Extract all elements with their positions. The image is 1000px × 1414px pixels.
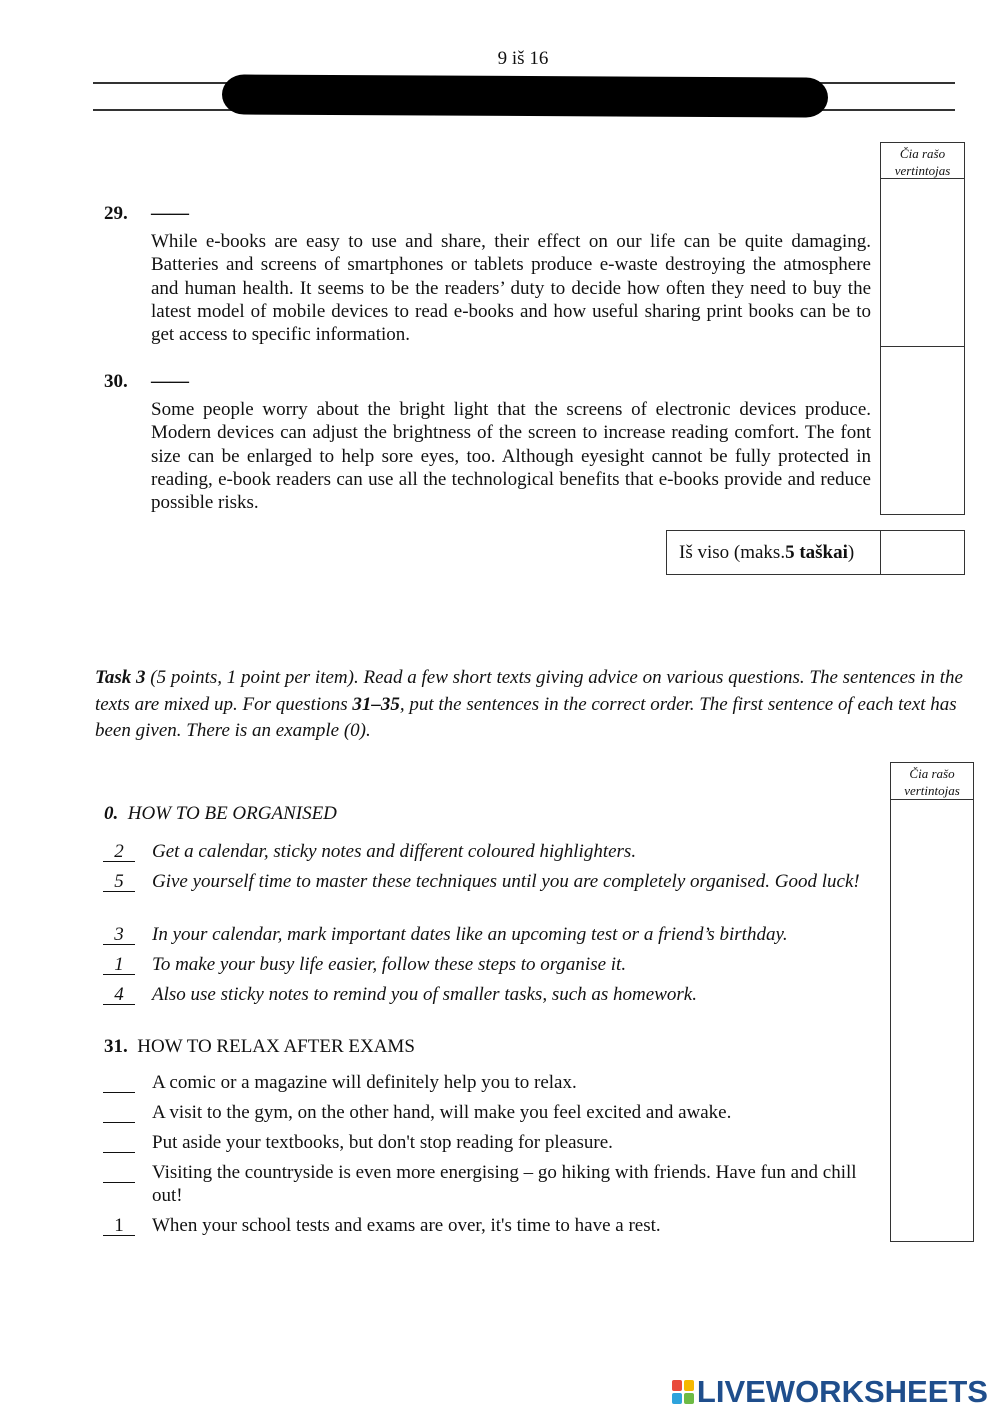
score-cell-31[interactable] [891,800,973,1241]
question-text-30: Some people worry about the bright light that the screens of electronic devices produce. Modern devices can adjust the brightness of the screen to increase reading comfort. The font size can be enlarged to help sore eyes, too. Although eyesight cannot be fully protected in reading, e-book readers can use all the technological benefits that e-books provide and reduce possible risks. [151,399,871,514]
item-text: A comic or a magazine will definitely help you to relax. [152,1072,577,1093]
item-text: In your calendar, mark important dates like an upcoming test or a friend’s birthday. [152,924,788,945]
item-text: A visit to the gym, on the other hand, will make you feel excited and awake. [152,1102,732,1123]
total-points: 5 taškai [785,541,848,563]
question-31-heading [104,1036,415,1058]
list-item [103,954,873,977]
grader-heading-2-line2: vertintojas [904,783,960,798]
grader-heading [881,143,964,179]
task3-intro-b: , put the sentences in the correct order. The first sentence of each text has been given. There is an example (0). [95,693,957,741]
answer-blank-30[interactable]: —— [151,371,189,392]
answer-blank: 4 [103,984,135,1005]
answer-blank: 5 [103,871,135,892]
question-number-29: 29. [104,203,128,224]
liveworksheets-logo-icon [672,1380,694,1404]
answer-blank: 3 [103,924,135,945]
answer-blank-29[interactable]: —— [151,203,189,224]
item-text: Put aside your textbooks, but don't stop reading for pleasure. [152,1132,613,1153]
liveworksheets-wordmark: LIVEWORKSHEETS [696,1374,988,1409]
score-cell-29[interactable] [881,179,964,347]
score-cell-30[interactable] [881,347,964,513]
list-item [103,1102,873,1125]
answer-input[interactable] [103,1132,135,1153]
list-item [103,1215,873,1238]
total-score-box [666,530,965,575]
answer-input[interactable] [103,1162,135,1183]
task3-instructions [95,665,965,745]
item-text: Visiting the countryside is even more energising – go hiking with friends. Have fun and chill out! [152,1162,857,1206]
example-heading [104,803,337,825]
list-item [103,1072,873,1095]
item-text: Give yourself time to master these techniques until you are completely organised. Good luck! [152,871,860,892]
item-text: When your school tests and exams are over, it's time to have a rest. [152,1215,661,1236]
total-suffix: ) [847,541,855,563]
grader-heading-2-line1: Čia rašo [909,766,955,781]
total-prefix: Iš viso (maks. [679,541,786,563]
page-number: 9 iš 16 [497,48,549,69]
redaction-mark [222,74,828,117]
question-number-30: 30. [104,371,128,392]
example-title: HOW TO BE ORGANISED [127,803,337,824]
grader-column-bottom [890,762,974,1242]
answer-blank: 1 [103,954,135,975]
example-number: 0. [104,803,119,824]
item-text: Also use sticky notes to remind you of smaller tasks, such as homework. [152,984,697,1005]
answer-input[interactable] [103,1072,135,1093]
answer-input[interactable] [103,1102,135,1123]
grader-heading-2 [891,763,973,800]
answer-blank: 2 [103,841,135,862]
liveworksheets-logo[interactable] [672,1374,988,1410]
task3-range: 31–35 [352,693,400,715]
item-text: To make your busy life easier, follow these steps to organise it. [152,954,627,975]
grader-heading-line2: vertintojas [894,163,951,178]
total-score-label [667,531,881,574]
answer-given: 1 [103,1215,135,1236]
question-number-31: 31. [104,1036,128,1057]
total-score-cell[interactable] [881,531,964,574]
list-item [103,841,873,864]
item-text: Get a calendar, sticky notes and different coloured highlighters. [152,841,637,862]
grader-heading-line1: Čia rašo [899,146,946,161]
question-31-title: HOW TO RELAX AFTER EXAMS [137,1036,415,1057]
list-item [103,984,873,1007]
task3-label: Task 3 [95,667,146,688]
grader-column-top [880,142,965,515]
task3-intro-a: (5 points, 1 point per item). Read a few short texts giving advice on various questions. The sentences in the texts are mixed up. For questions [95,667,963,715]
list-item [103,1132,873,1155]
list-item [103,924,873,947]
list-item [103,871,873,894]
list-item [103,1162,873,1207]
question-text-29: While e-books are easy to use and share, their effect on our life can be quite damaging. Batteries and screens of smartphones or tablets produce e-waste destroying the atmosphere and human health. It seems to be the readers’ duty to decide how often they need to buy the latest model of mobile devices to read e-books and how useful sharing print books can be to get access to specific information. [151,231,871,346]
